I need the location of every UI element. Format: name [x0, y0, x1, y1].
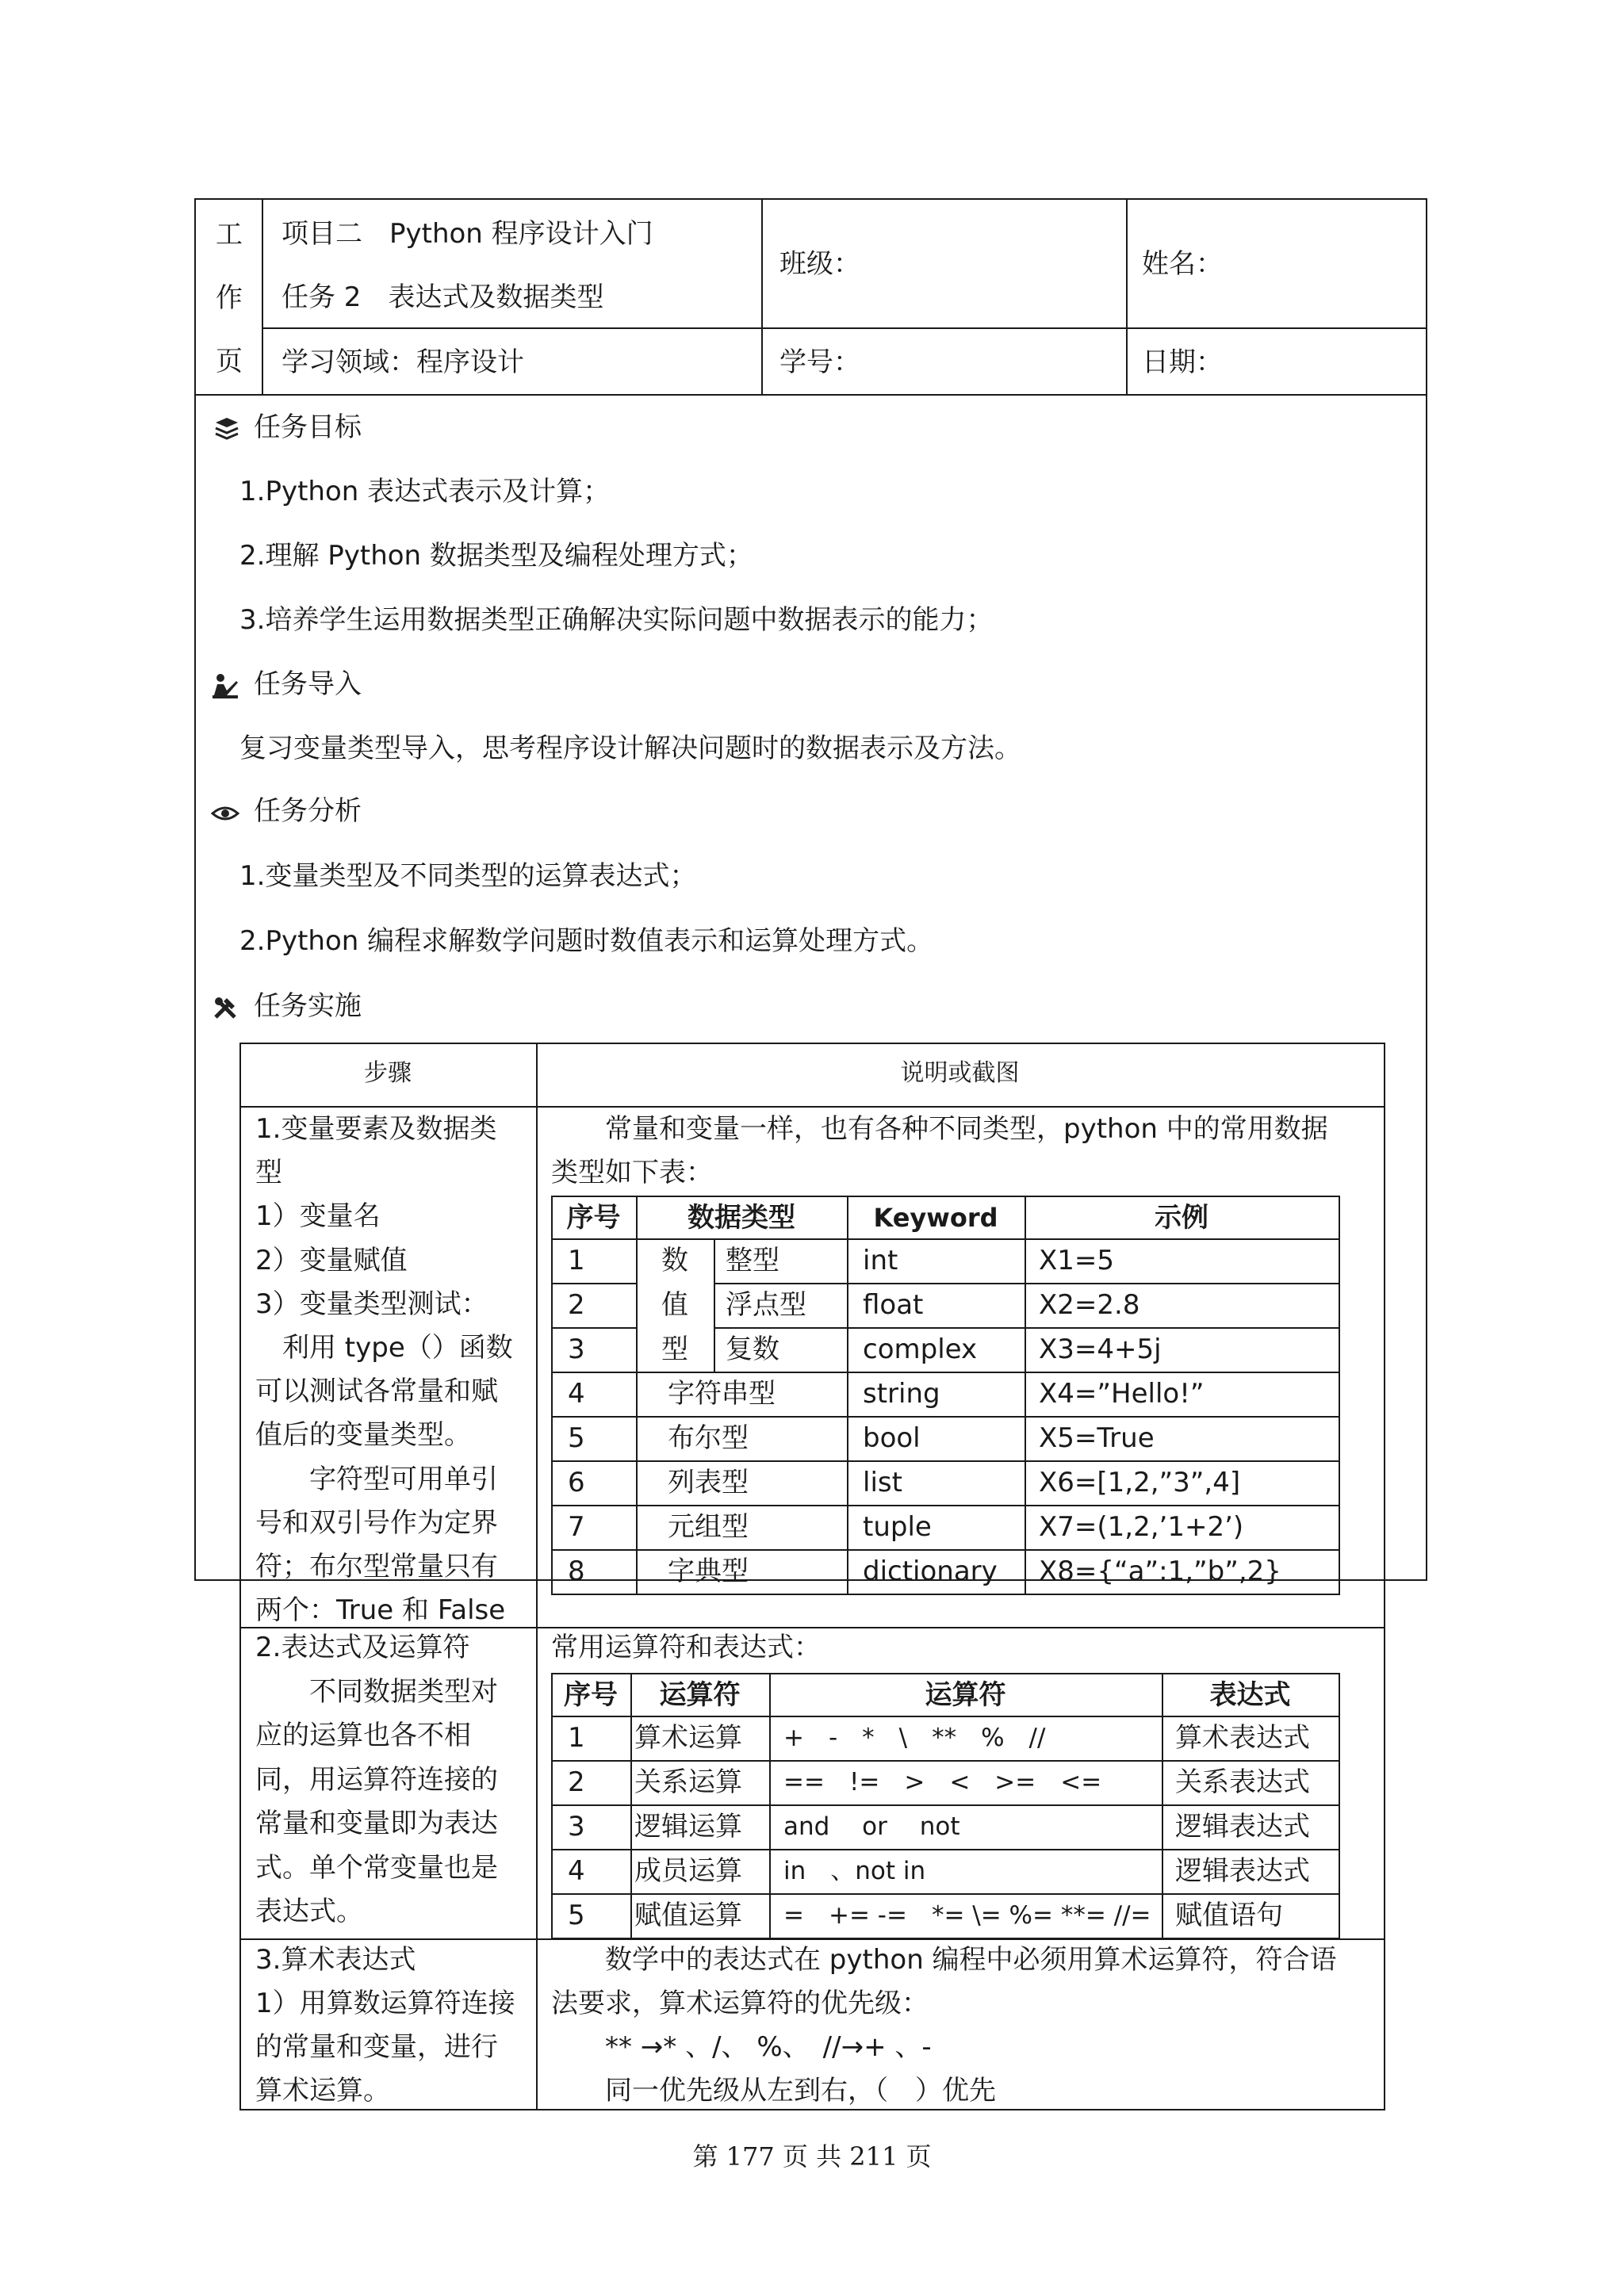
types-row-no: 3	[568, 1334, 585, 1365]
step3-right-line: 数学中的表达式在 python 编程中必须用算术运算符，符合语	[551, 1944, 1337, 1976]
types-row-type: 字典型	[668, 1556, 749, 1587]
step3-left-line: 1）用算数运算符连接	[255, 1988, 515, 2019]
side-label-3: 页	[216, 346, 243, 377]
rule	[551, 1327, 636, 1329]
ops-header-operators: 运算符	[925, 1679, 1006, 1711]
ops-row-operators: = += -= *= \= %= **= //=	[783, 1901, 1151, 1930]
ops-row-expression: 逻辑表达式	[1175, 1855, 1310, 1887]
section-title-objectives: 任务目标	[254, 411, 362, 443]
date-label: 日期：	[1142, 346, 1223, 378]
step2-left-line: 应的运算也各不相	[255, 1720, 471, 1751]
rule	[551, 1372, 1339, 1373]
rule	[551, 1549, 1339, 1551]
page-footer: 第 177 页 共 211 页	[692, 2141, 932, 2172]
objective-2: 2.理解 Python 数据类型及编程处理方式；	[239, 540, 753, 572]
step2-left-line: 同，用运算符连接的	[255, 1763, 498, 1796]
student-id-label: 学号：	[779, 346, 860, 378]
rule	[194, 394, 1427, 396]
step1-left-line: 号和双引号作为定界	[255, 1506, 498, 1539]
types-row-example: X8={“a”:1,”b”,2}	[1039, 1556, 1281, 1587]
rule	[551, 1416, 1339, 1418]
objective-1: 1.Python 表达式表示及计算；	[239, 476, 611, 507]
ops-row-operators: + - * \ ** % //	[783, 1724, 1046, 1752]
types-row-keyword: int	[863, 1245, 898, 1276]
step1-left-line: 符；布尔型常量只有	[255, 1551, 498, 1582]
types-row-type: 复数	[726, 1334, 779, 1365]
rule	[239, 1043, 241, 2110]
ops-row-expression: 逻辑表达式	[1175, 1811, 1310, 1843]
types-row-type: 元组型	[668, 1511, 749, 1543]
types-row-example: X2=2.8	[1039, 1289, 1140, 1321]
analysis-2: 2.Python 编程求解数学问题时数值表示和运算处理方式。	[239, 925, 934, 957]
ops-row-no: 3	[568, 1811, 585, 1843]
section-title-intro: 任务导入	[254, 668, 362, 700]
ops-header-category: 运算符	[659, 1679, 741, 1711]
rule	[1162, 1673, 1163, 1939]
rule	[551, 1196, 1339, 1197]
steps-header: 步骤	[364, 1059, 412, 1087]
rule	[1025, 1196, 1026, 1595]
ops-header-expression: 表达式	[1209, 1679, 1291, 1711]
step1-left-line: 值后的变量类型。	[255, 1419, 471, 1452]
step1-left-line: 2）变量赋值	[255, 1244, 408, 1276]
step2-left-line: 不同数据类型对	[255, 1675, 498, 1708]
side-label-2: 作	[216, 282, 243, 314]
step3-left-line: 的常量和变量，进行	[255, 2031, 498, 2063]
teacher-icon	[211, 672, 239, 700]
types-row-type: 字符串型	[668, 1378, 776, 1410]
step1-left-line: 字符型可用单引	[255, 1463, 498, 1495]
ops-row-expression: 算术表达式	[1175, 1722, 1310, 1754]
step1-intro-line: 常量和变量一样，也有各种不同类型，python 中的常用数据	[551, 1113, 1328, 1145]
ops-row-expression: 赋值语句	[1175, 1900, 1283, 1931]
types-row-keyword: list	[863, 1467, 902, 1498]
rule	[551, 1849, 1339, 1850]
step1-left-line: 1.变量要素及数据类	[255, 1113, 497, 1145]
step3-left-line: 3.算术表达式	[255, 1944, 416, 1976]
types-row-keyword: dictionary	[863, 1556, 998, 1587]
step1-intro-line: 类型如下表：	[551, 1157, 713, 1188]
types-row-keyword: float	[863, 1289, 924, 1321]
rule	[239, 1627, 1384, 1628]
rule	[714, 1327, 1339, 1329]
step1-left-line: 利用 type（）函数	[255, 1332, 513, 1364]
books-icon	[213, 415, 241, 443]
step1-left-line: 3）变量类型测试：	[255, 1288, 488, 1320]
types-row-type: 列表型	[668, 1467, 749, 1498]
rule	[551, 1460, 1339, 1462]
types-row-keyword: bool	[863, 1422, 921, 1454]
intro-text: 复习变量类型导入，思考程序设计解决问题时的数据表示及方法。	[239, 733, 1021, 764]
ops-row-category: 逻辑运算	[634, 1811, 742, 1843]
step2-left-line: 常量和变量即为表达	[255, 1808, 498, 1839]
ops-row-no: 4	[568, 1855, 585, 1887]
rule	[239, 2109, 1384, 2110]
types-row-no: 5	[568, 1422, 585, 1454]
rule	[536, 1043, 538, 2110]
rule	[239, 1043, 1384, 1044]
types-row-example: X7=(1,2,’1+2’)	[1039, 1511, 1244, 1543]
step1-left-line: 1）变量名	[255, 1200, 381, 1233]
step3-right-line: ** →* 、/、 %、 //→+ 、-	[551, 2031, 932, 2063]
ops-row-no: 5	[568, 1900, 585, 1931]
rule	[551, 1673, 1339, 1674]
step3-right-line: 同一优先级从左到右，（ ）优先	[551, 2075, 996, 2107]
types-row-no: 8	[568, 1556, 585, 1587]
rule	[1339, 1673, 1340, 1939]
objective-3: 3.培养学生运用数据类型正确解决实际问题中数据表示的能力；	[239, 604, 994, 636]
types-row-example: X3=4+5j	[1039, 1334, 1162, 1365]
rule	[551, 1673, 553, 1939]
types-row-example: X6=[1,2,”3”,4]	[1039, 1467, 1241, 1498]
name-label: 姓名：	[1142, 248, 1223, 280]
step2-intro: 常用运算符和表达式：	[551, 1632, 821, 1663]
study-field: 学习领域：程序设计	[282, 346, 524, 378]
ops-row-category: 算术运算	[634, 1722, 742, 1754]
tools-icon	[211, 993, 239, 1022]
eye-icon	[211, 799, 239, 828]
ops-row-category: 成员运算	[634, 1855, 742, 1887]
types-row-type: 整型	[726, 1245, 779, 1276]
types-row-keyword: string	[863, 1378, 940, 1410]
types-row-no: 4	[568, 1378, 585, 1410]
rule	[769, 1673, 771, 1939]
rule	[551, 1938, 1339, 1939]
step3-left-line: 算术运算。	[255, 2075, 390, 2107]
rule	[551, 1804, 1339, 1806]
ops-row-expression: 关系表达式	[1175, 1766, 1310, 1798]
rule	[262, 198, 263, 395]
types-header-keyword: Keyword	[873, 1203, 998, 1233]
step1-left-line: 可以测试各常量和赋	[255, 1376, 498, 1408]
types-header-type: 数据类型	[688, 1202, 795, 1234]
rule	[714, 1283, 1339, 1284]
ops-header-no: 序号	[564, 1679, 618, 1711]
rule	[1339, 1196, 1340, 1595]
rule	[551, 1716, 1339, 1717]
project-title: 项目二 Python 程序设计入门	[282, 218, 653, 250]
rule	[262, 327, 1427, 329]
ops-row-category: 关系运算	[634, 1766, 742, 1798]
rule	[1384, 1043, 1385, 2110]
types-header-no: 序号	[566, 1202, 621, 1234]
rule	[630, 1673, 632, 1939]
section-title-implementation: 任务实施	[254, 990, 362, 1022]
section-title-analysis: 任务分析	[254, 795, 362, 827]
step2-left-line: 表达式。	[255, 1896, 363, 1927]
types-row-keyword: complex	[863, 1334, 978, 1365]
rule	[1426, 198, 1427, 1581]
step1-left-line: 型	[255, 1157, 282, 1189]
ops-row-no: 2	[568, 1766, 585, 1798]
types-row-no: 2	[568, 1289, 585, 1321]
rule	[714, 1238, 715, 1372]
rule	[239, 1106, 1384, 1108]
numeric-group-label: 值	[661, 1289, 688, 1321]
rule	[194, 198, 196, 1581]
rule	[194, 198, 1427, 200]
types-row-example: X5=True	[1039, 1422, 1155, 1454]
numeric-group-label: 型	[661, 1334, 688, 1365]
task-title: 任务 2 表达式及数据类型	[282, 281, 604, 313]
rule	[1126, 198, 1128, 395]
numeric-group-label: 数	[661, 1245, 688, 1276]
types-row-type: 浮点型	[726, 1289, 806, 1321]
analysis-1: 1.变量类型及不同类型的运算表达式；	[239, 860, 697, 892]
types-row-type: 布尔型	[668, 1422, 749, 1454]
ops-row-category: 赋值运算	[634, 1900, 742, 1931]
types-row-example: X4=”Hello!”	[1039, 1378, 1205, 1410]
step1-left-line: 两个：True 和 False	[255, 1594, 506, 1627]
ops-row-operators: and or not	[783, 1812, 960, 1841]
types-row-no: 6	[568, 1467, 585, 1498]
rule	[551, 1238, 1339, 1240]
class-label: 班级：	[779, 248, 860, 280]
ops-row-no: 1	[568, 1722, 585, 1754]
rule	[551, 1505, 1339, 1506]
step3-right-line: 法要求，算术运算符的优先级：	[551, 1988, 929, 2019]
rule	[551, 1283, 636, 1284]
rule	[847, 1196, 848, 1595]
rule	[551, 1594, 1339, 1595]
step2-left-line: 式。单个常变量也是	[255, 1851, 498, 1884]
types-header-example: 示例	[1155, 1202, 1208, 1234]
description-header: 说明或截图	[900, 1059, 1020, 1087]
rule	[551, 1196, 553, 1595]
ops-row-operators: in 、not in	[783, 1857, 926, 1885]
ops-row-operators: == != > < >= <=	[783, 1768, 1102, 1797]
rule	[551, 1760, 1339, 1762]
types-row-keyword: tuple	[863, 1511, 932, 1543]
rule	[551, 1893, 1339, 1895]
step2-left-line: 2.表达式及运算符	[255, 1632, 470, 1663]
types-row-example: X1=5	[1039, 1245, 1115, 1276]
rule	[761, 198, 763, 395]
side-label-1: 工	[216, 219, 243, 251]
types-row-no: 1	[568, 1245, 585, 1276]
types-row-no: 7	[568, 1511, 585, 1543]
